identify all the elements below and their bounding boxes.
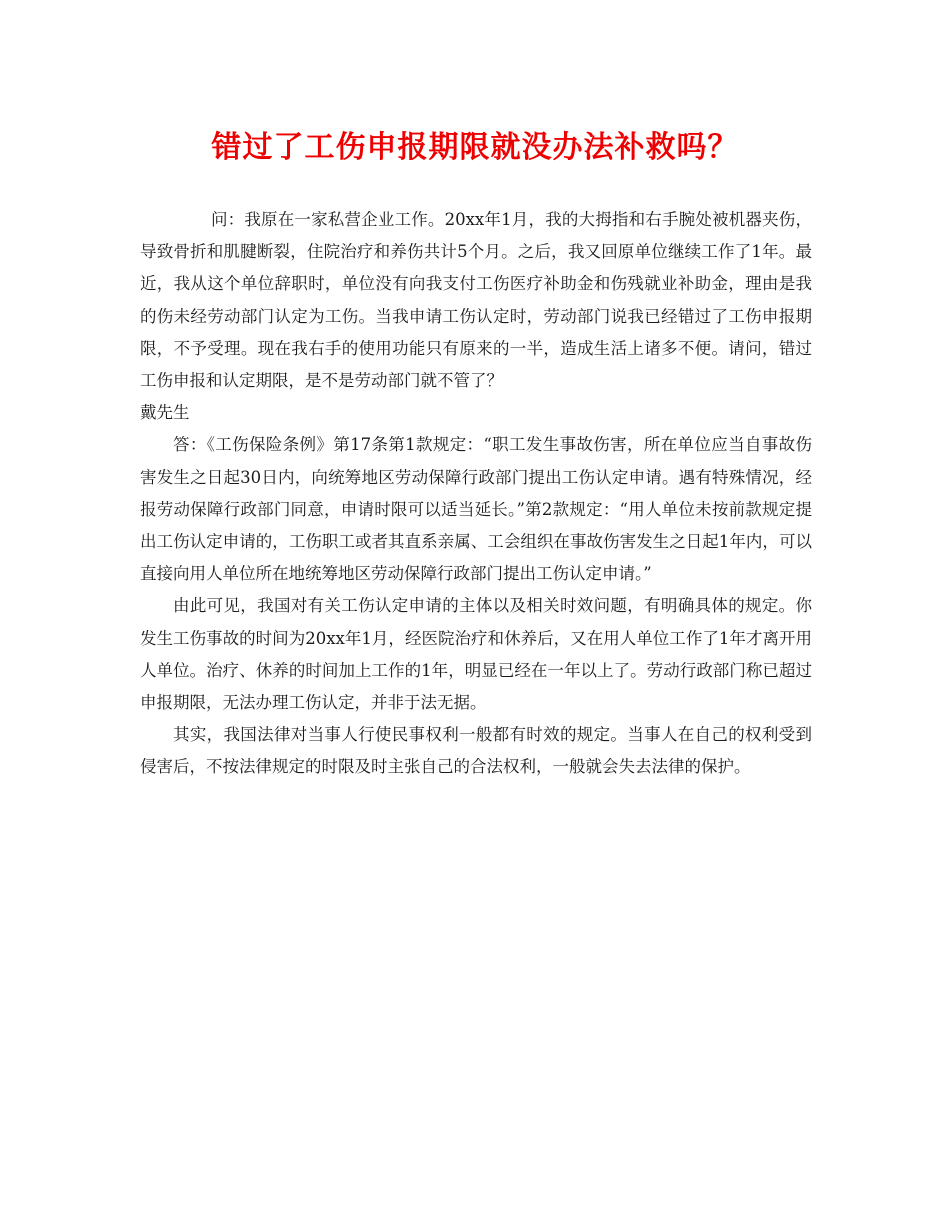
signature: 戴先生 [140, 403, 190, 423]
question-paragraph: 问：我原在一家私营企业工作。20xx年1月，我的大拇指和右手腕处被机器夹伤，导致骨折和肌腱断裂，住院治疗和养伤共计5个月。之后，我又回原单位继续工作了1年。最近，我从这个单位辞职时，单位没有向我支付工伤医疗补助金和伤残就业补助金，理由是我的伤未经劳动部门认定为工伤。当我申请工伤认定时，劳动部门说我已经错过了工伤申报期限，不予受理。现在我右手的使用功能只有原来的一半，造成生活上诸多不便。请问，错过工伤申报和认定期限，是不是劳动部门就不管了？ [140, 210, 812, 391]
document-title: 错过了工伤申报期限就没办法补救吗？ [211, 130, 739, 165]
document-body [140, 204, 812, 784]
answer-paragraph-2: 由此可见，我国对有关工伤认定申请的主体以及相关时效问题，有明确具体的规定。你发生工伤事故的时间为20xx年1月，经医院治疗和休养后，又在用人单位工作了1年才离开用人单位。治疗、休养的时间加上工作的1年，明显已经在一年以上了。劳动行政部门称已超过申报期限，无法办理工伤认定，并非于法无据。 [140, 596, 812, 713]
answer-paragraph-3: 其实，我国法律对当事人行使民事权利一般都有时效的规定。当事人在自己的权利受到侵害后，不按法律规定的时限及时主张自己的合法权利，一般就会失去法律的保护。 [140, 725, 812, 777]
answer-paragraph-1: 答：《工伤保险条例》第17条第1款规定：“职工发生事故伤害，所在单位应当自事故伤害发生之日起30日内，向统筹地区劳动保障行政部门提出工伤认定申请。遇有特殊情况，经报劳动保障行政部门同意，申请时限可以适当延长。”第2款规定：“用人单位未按前款规定提出工伤认定申请的，工伤职工或者其直系亲属、工会组织在事故伤害发生之日起1年内，可以直接向用人单位所在地统筹地区劳动保障行政部门提出工伤认定申请。” [140, 435, 812, 584]
